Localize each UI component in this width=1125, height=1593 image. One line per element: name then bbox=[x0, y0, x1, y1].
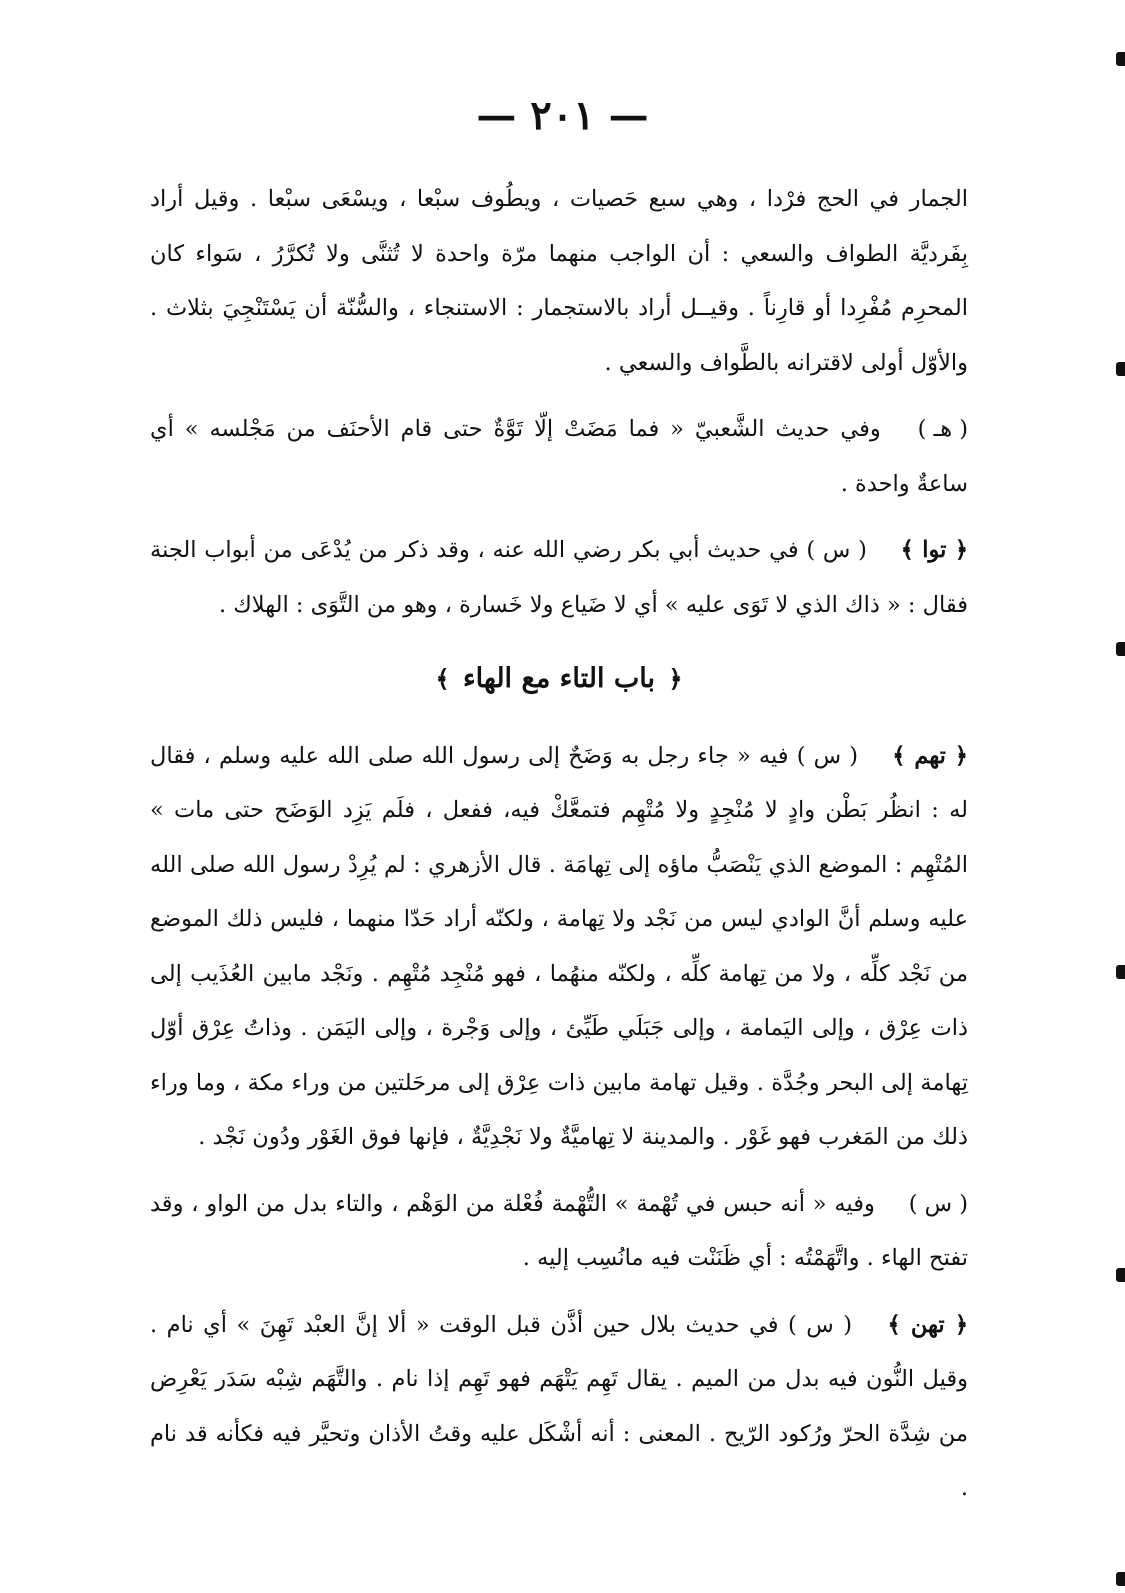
paragraph-text: وفي حديث الشَّعبيّ « فما مَضَتْ إلّا تَوَّةٌ حتى قام الأحنَف من مَجْلسه » أي ساعةٌ واحدة . bbox=[150, 416, 968, 497]
paragraph-continuation bbox=[150, 172, 968, 390]
entry-headword: ﴿ توا ﴾ bbox=[900, 537, 969, 563]
text-body bbox=[150, 172, 968, 1516]
margin-mark bbox=[1116, 1572, 1125, 1586]
entry-headword: ﴿ تهن ﴾ bbox=[887, 1311, 969, 1338]
entry-text: ( س ) في حديث أبي بكر رضي الله عنه ، وقد ذكر من يُدْعَى من أبواب الجنة فقال : « ذاك الذي لا تَوَى عليه » أي لا ضَياع ولا خَسارة ، وهو من التَّوَى : الهلاك . bbox=[150, 537, 968, 618]
heading-ornament-left: ﴾ bbox=[435, 664, 450, 693]
page-number: — ٢٠١ — bbox=[476, 92, 649, 139]
source-marker: ( هـ ) bbox=[917, 416, 968, 442]
margin-mark bbox=[1116, 362, 1125, 376]
paragraph-text: الجمار في الحج فرْدا ، وهي سبع حَصيات ، ويطُوف سبْعا ، ويسْعَى سبْعا . وقيل أراد بِفَرديَّة الطواف والسعي : أن الواجب منهما مرّة واحدة لا تُثنَّى ولا تُكرَّرُ ، سَواء كان المحرِم مُفْرِدا أو قارِناً . وقيــل أراد بالاستجمار : الاستنجاء ، والسُّنّة أن يَسْتَنْجِيَ بثلاث . والأوّل أولى لاقترانه بالطَّواف والسعي . bbox=[150, 186, 968, 376]
margin-mark bbox=[1116, 965, 1125, 979]
entry-thm bbox=[150, 729, 968, 1165]
entry-twa bbox=[150, 523, 968, 632]
paragraph-tawwa bbox=[150, 402, 968, 511]
entry-tuhma bbox=[150, 1177, 968, 1286]
margin-mark bbox=[1116, 642, 1125, 656]
margin-mark bbox=[1116, 1268, 1125, 1282]
section-heading bbox=[150, 652, 968, 707]
source-marker: ( س ) bbox=[908, 1190, 969, 1217]
heading-ornament-right: ﴿ bbox=[668, 664, 683, 693]
entry-text: ( س ) في حديث بلال حين أذَّن قبل الوقت « ألا إنَّ العبْد تَهِنَ » أي نام . وقيل النُّون فيه بدل من الميم . يقال تَهِم يَتْهَم فهو تَهِم إذا نام . والتَّهَم شِبْه سَدَر يَعْرِض من شِدَّة الحرّ ورُكود الرّيح . المعنى : أنه أشْكَل عليه وقتُ الأذان وتحيَّر فيه فكأنه قد نام . bbox=[150, 1311, 968, 1501]
entry-thn bbox=[150, 1298, 968, 1516]
margin-mark bbox=[1116, 52, 1125, 66]
entry-text: ( س ) فيه « جاء رجل به وَضَحٌ إلى رسول الله صلى الله عليه وسلم ، فقال له : انظُر بَطْن وادٍ لا مُنْجِدٍ ولا مُتْهِم فتمعَّكْ فيه، ففعل ، فلَم يَزِد الوَضَح حتى مات » المُتْهِم : الموضع الذي يَنْصَبُّ ماؤه إلى تِهامَة . قال الأزهري : لم يُرِدْ رسول الله صلى الله عليه وسلم أنَّ الوادي ليس من نَجْد ولا تِهامة ، ولكنّه أراد حَدّا منهما ، فليس ذلك الموضع من نَجْد كلِّه ، ولا من تِهامة كلِّه ، ولكنّه منهُما ، فهو مُنْجِد مُتْهِم . ونَجْد مابين العُذَيب إلى ذات عِرْق ، وإلى اليَمامة ، وإلى جَبَلَي طَيِّئ ، وإلى وَجْرة ، وإلى اليَمَن . وذاتُ عِرْق أوّل تِهامة إلى البحر وجُدَّة . وقيل تهامة مابين ذات عِرْق إلى مرحَلتين من وراء مكة ، وما وراء ذلك من المَغرب فهو غَوْر . والمدينة لا تِهاميَّةٌ ولا نَجْدِيَّةٌ ، فإنها فوق الغَوْر ودُون نَجْد . bbox=[150, 742, 968, 1150]
entry-text: وفيه « أنه حبس في تُهْمة » التُّهْمة فُعْلة من الوَهْم ، والتاء بدل من الواو ، وقد تفتح الهاء . واتَّهَمْتُه : أي ظَنَنْت فيه مانُسِب إليه . bbox=[150, 1190, 968, 1271]
section-heading-text: باب التاء مع الهاء bbox=[462, 663, 656, 694]
entry-headword: ﴿ تهم ﴾ bbox=[892, 742, 968, 769]
